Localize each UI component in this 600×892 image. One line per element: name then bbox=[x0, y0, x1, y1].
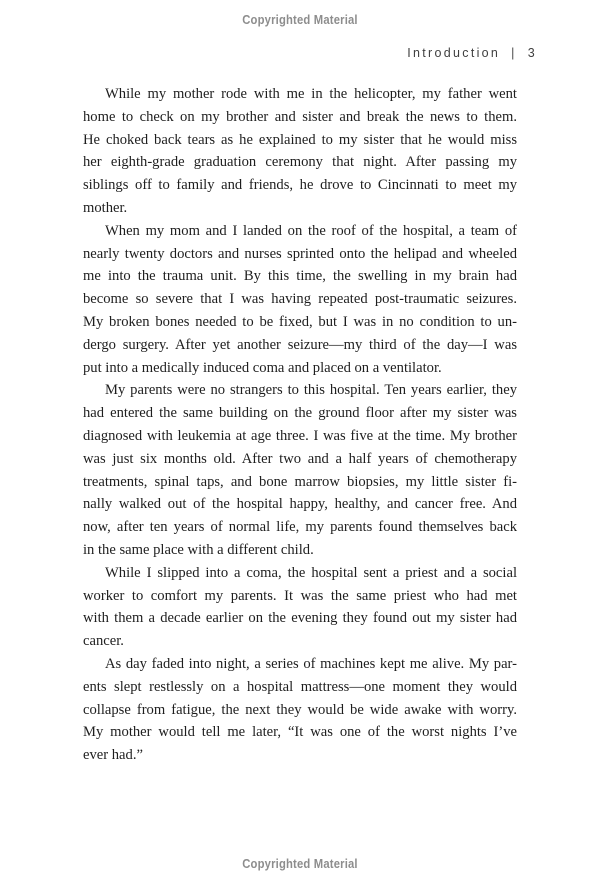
text-line: diagnosed with leukemia at age three. I was five at the time. My brother bbox=[83, 427, 517, 444]
paragraph bbox=[83, 562, 517, 653]
paragraph bbox=[83, 653, 517, 767]
text-line: While my mother rode with me in the helicopter, my father went bbox=[105, 86, 517, 102]
text-line: me into the trauma unit. By this time, the swelling in my brain had bbox=[83, 268, 517, 285]
page-number: 3 bbox=[527, 46, 537, 60]
copyright-notice-top: Copyrighted Material bbox=[242, 13, 358, 27]
text-line: now, after ten years of normal life, my parents found themselves back bbox=[83, 519, 517, 536]
paragraph bbox=[83, 83, 517, 220]
header-separator: | bbox=[511, 46, 517, 60]
paragraph bbox=[83, 379, 517, 561]
text-line: ents slept restlessly on a hospital mattress—one moment they would bbox=[83, 678, 517, 695]
paragraph bbox=[83, 220, 517, 380]
text-line: ever had.” bbox=[83, 747, 143, 764]
text-line: dergo surgery. After yet another seizure—my third of the day—I was bbox=[83, 336, 517, 353]
text-line: become so severe that I was having repeated post-traumatic seizures. bbox=[83, 291, 517, 308]
text-line: in the same place with a different child. bbox=[83, 541, 314, 558]
text-line: put into a medically induced coma and placed on a ventilator. bbox=[83, 359, 442, 376]
text-line: worker to comfort my parents. It was the same priest who had met bbox=[83, 587, 517, 604]
text-line: When my mom and I landed on the roof of the hospital, a team of bbox=[105, 222, 517, 239]
text-line: He choked back tears as he explained to my sister that he would miss bbox=[83, 131, 517, 148]
text-line: home to check on my brother and sister and break the news to them. bbox=[83, 108, 517, 125]
text-line: mother. bbox=[83, 199, 128, 216]
text-line: cancer. bbox=[83, 633, 124, 650]
text-line: While I slipped into a coma, the hospital sent a priest and a social bbox=[105, 564, 517, 581]
text-line: nearly twenty doctors and nurses sprinted onto the helipad and wheeled bbox=[83, 245, 517, 262]
page-body bbox=[83, 83, 517, 767]
text-line: nally walked out of the hospital happy, healthy, and cancer free. And bbox=[83, 496, 517, 513]
text-line: treatments, spinal taps, and bone marrow biopsies, my little sister fi- bbox=[83, 473, 517, 490]
copyright-notice-bottom: Copyrighted Material bbox=[242, 857, 358, 871]
text-line: My broken bones needed to be fixed, but I was in no condition to un- bbox=[83, 313, 517, 330]
text-line: As day faded into night, a series of machines kept me alive. My par- bbox=[105, 655, 517, 672]
text-line: collapse from fatigue, the next they would be wide awake with worry. bbox=[83, 701, 517, 718]
text-line: had entered the same building on the ground floor after my sister was bbox=[83, 405, 517, 422]
text-line: with them a decade earlier on the evening they found out my sister had bbox=[83, 610, 517, 627]
text-line: My mother would tell me later, “It was one of the worst nights I’ve bbox=[83, 724, 517, 741]
text-line: siblings off to family and friends, he drove to Cincinnati to meet my bbox=[83, 177, 517, 194]
running-header bbox=[407, 46, 537, 60]
text-line: was just six months old. After two and a half years of chemotherapy bbox=[83, 450, 517, 467]
chapter-title: Introduction bbox=[407, 46, 501, 60]
text-line: her eighth-grade graduation ceremony that night. After passing my bbox=[83, 154, 517, 171]
text-line: My parents were no strangers to this hospital. Ten years earlier, they bbox=[105, 382, 517, 399]
